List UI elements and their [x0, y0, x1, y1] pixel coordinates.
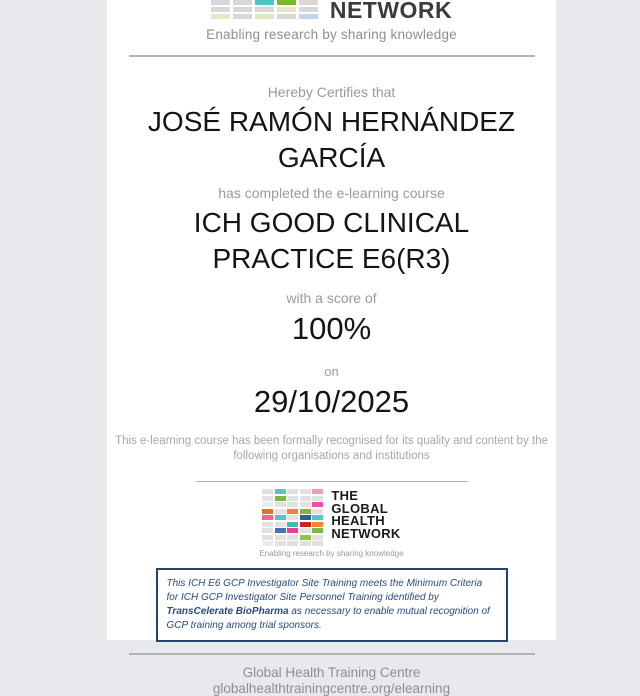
recognition-logo-wordmark: [331, 490, 400, 540]
recognition-logo: [259, 489, 403, 558]
header-logo: [107, 0, 556, 21]
recognition-note: This e-learning course has been formally recognised for its quality and content by the following organisations and institutions: [111, 434, 553, 463]
footer-divider: [129, 653, 535, 655]
certificate-panel: [107, 0, 556, 640]
global-health-network-mosaic-icon: [211, 0, 318, 19]
score-value: 100%: [107, 310, 556, 348]
recognition-divider: [196, 481, 468, 482]
date-value: 29/10/2025: [107, 383, 556, 421]
footer: [107, 665, 556, 696]
global-health-network-mosaic-icon: [262, 489, 323, 546]
transcelerate-text-before: This ICH E6 GCP Investigator Site Training meets the Minimum Criteria for ICH GCP Investigator Site Personnel Training identified by: [167, 578, 483, 603]
footer-org-name: Global Health Training Centre: [107, 665, 556, 681]
date-label: on: [107, 364, 556, 379]
recipient-name: JOSÉ RAMÓN HERNÁNDEZ GARCÍA: [122, 104, 542, 176]
transcelerate-statement: [167, 577, 497, 633]
certifies-label: Hereby Certifies that: [107, 84, 556, 100]
top-divider: [129, 55, 535, 57]
transcelerate-statement-box: [156, 568, 508, 642]
logo-word-network: NETWORK: [331, 528, 400, 541]
header-logo-network-word: NETWORK: [330, 0, 452, 21]
transcelerate-text-after: as necessary to enable mutual recognition of GCP training among trial sponsors.: [167, 606, 490, 631]
completion-label: has completed the e-learning course: [107, 185, 556, 201]
logo-word-health: HEALTH: [331, 515, 400, 528]
transcelerate-text-bold: TransCelerate BioPharma: [167, 606, 289, 617]
recognition-logo-tagline: Enabling research by sharing knowledge: [259, 549, 403, 558]
score-label: with a score of: [107, 290, 556, 306]
footer-url: globalhealthtrainingcentre.org/elearning: [107, 681, 556, 696]
header-logo-tagline: Enabling research by sharing knowledge: [107, 27, 556, 42]
logo-word-the: THE: [331, 490, 400, 503]
course-title: ICH GOOD CLINICAL PRACTICE E6(R3): [132, 205, 532, 277]
logo-word-global: GLOBAL: [331, 503, 400, 516]
